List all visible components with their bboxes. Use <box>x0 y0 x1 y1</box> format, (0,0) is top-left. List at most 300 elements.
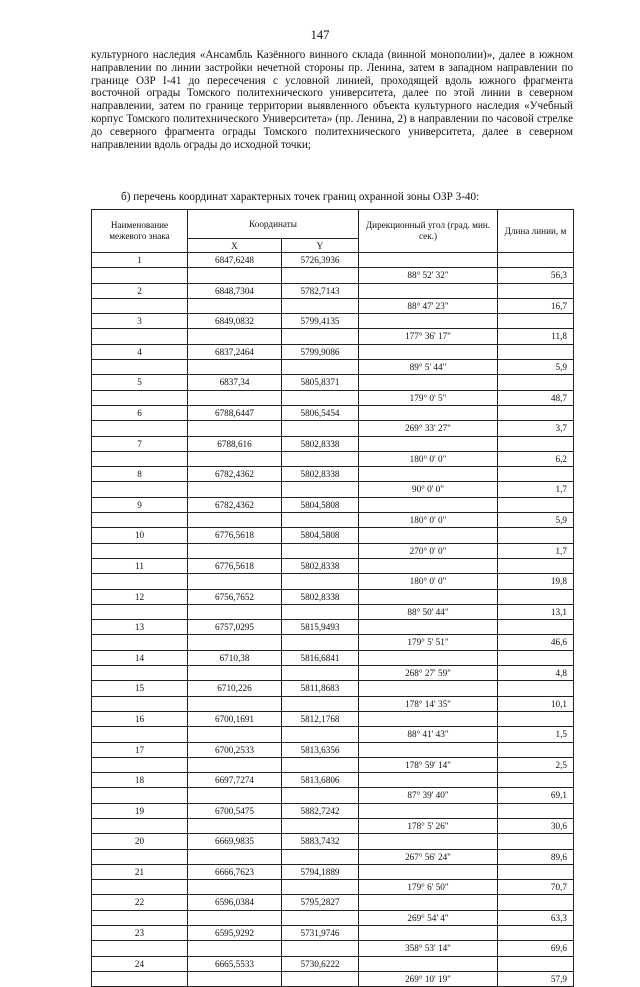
point-number: 12 <box>92 589 188 604</box>
table-row <box>92 711 574 726</box>
name-empty <box>92 451 188 466</box>
angle-empty <box>359 711 498 726</box>
y-empty <box>282 910 359 925</box>
line-length: 16,7 <box>498 298 574 313</box>
y-empty <box>282 451 359 466</box>
coord-x: 6847,6248 <box>188 253 282 268</box>
coord-x: 6837,34 <box>188 375 282 390</box>
y-empty <box>282 543 359 558</box>
direction-angle: 267° 56' 24" <box>359 849 498 864</box>
table-row <box>92 681 574 696</box>
length-empty <box>498 650 574 665</box>
direction-angle: 88° 47' 23" <box>359 298 498 313</box>
table-row <box>92 971 574 986</box>
line-length: 3,7 <box>498 421 574 436</box>
y-empty <box>282 941 359 956</box>
direction-angle: 88° 52' 32" <box>359 268 498 283</box>
coord-y: 5794,1889 <box>282 864 359 879</box>
line-length: 69,6 <box>498 941 574 956</box>
table-row <box>92 298 574 313</box>
name-empty <box>92 421 188 436</box>
length-empty <box>498 344 574 359</box>
length-empty <box>498 283 574 298</box>
table-row <box>92 283 574 298</box>
x-empty <box>188 298 282 313</box>
x-empty <box>188 543 282 558</box>
angle-empty <box>359 773 498 788</box>
angle-empty <box>359 803 498 818</box>
point-number: 14 <box>92 650 188 665</box>
name-empty <box>92 513 188 528</box>
table-row <box>92 849 574 864</box>
table-row <box>92 574 574 589</box>
coord-x: 6665,5533 <box>188 956 282 971</box>
y-empty <box>282 849 359 864</box>
y-empty <box>282 818 359 833</box>
name-empty <box>92 727 188 742</box>
direction-angle: 269° 33' 27" <box>359 421 498 436</box>
line-length: 70,7 <box>498 880 574 895</box>
line-length: 13,1 <box>498 604 574 619</box>
coord-x: 6782,4362 <box>188 497 282 512</box>
name-empty <box>92 268 188 283</box>
name-empty <box>92 788 188 803</box>
y-empty <box>282 390 359 405</box>
line-length: 1,5 <box>498 727 574 742</box>
table-row <box>92 666 574 681</box>
length-empty <box>498 711 574 726</box>
point-number: 1 <box>92 253 188 268</box>
table-row <box>92 375 574 390</box>
angle-empty <box>359 650 498 665</box>
length-empty <box>498 528 574 543</box>
coord-x: 6776,5618 <box>188 558 282 573</box>
x-empty <box>188 666 282 681</box>
header-angle: Дирекционный угол (град. мин. сек.) <box>359 210 498 253</box>
x-empty <box>188 635 282 650</box>
angle-empty <box>359 528 498 543</box>
table-row <box>92 436 574 451</box>
table-row <box>92 421 574 436</box>
x-empty <box>188 788 282 803</box>
point-number: 17 <box>92 742 188 757</box>
y-empty <box>282 482 359 497</box>
x-empty <box>188 971 282 986</box>
direction-angle: 178° 14' 35" <box>359 696 498 711</box>
coord-x: 6849,0832 <box>188 314 282 329</box>
direction-angle: 180° 0' 0" <box>359 574 498 589</box>
table-row <box>92 941 574 956</box>
coord-y: 5802,8338 <box>282 467 359 482</box>
x-empty <box>188 757 282 772</box>
y-empty <box>282 727 359 742</box>
length-empty <box>498 956 574 971</box>
table-row <box>92 405 574 420</box>
body-paragraph <box>91 49 573 151</box>
table-row <box>92 910 574 925</box>
y-empty <box>282 696 359 711</box>
point-number: 5 <box>92 375 188 390</box>
name-empty <box>92 298 188 313</box>
coord-y: 5726,3936 <box>282 253 359 268</box>
y-empty <box>282 329 359 344</box>
coord-x: 6595,9292 <box>188 926 282 941</box>
x-empty <box>188 910 282 925</box>
length-empty <box>498 497 574 512</box>
point-number: 18 <box>92 773 188 788</box>
coord-x: 6788,6447 <box>188 405 282 420</box>
line-length: 1,7 <box>498 543 574 558</box>
direction-angle: 177° 36' 17" <box>359 329 498 344</box>
section-heading: б) перечень координат характерных точек границ охранной зоны ОЗР 3-40: <box>121 191 480 203</box>
table-row <box>92 314 574 329</box>
name-empty <box>92 604 188 619</box>
line-length: 5,9 <box>498 360 574 375</box>
direction-angle: 268° 27' 59" <box>359 666 498 681</box>
table-row <box>92 360 574 375</box>
paragraph-text: культурного наследия «Ансамбль Казённого винного склада (винной монополии)», далее в южном направлении по линии застройки нечетной стороны пр. Ленина, затем в западном направлении по границе ОЗР I-41 до пересечения с условной линией, проходящей вдоль южного фрагмента восточной ограды Томского политехнического университета, далее по этой линии в северном направлении, затем по границе территории выявленного объекта культурного наследия «Учебный корпус Томского политехнического Университета» (пр. Ленина, 2) в направлении по часовой стрелке до северного фрагмента ограды Томского политехнического университета, далее в северном направлении вдоль ограды до исходной точки; <box>91 49 573 151</box>
coord-y: 5812,1768 <box>282 711 359 726</box>
direction-angle: 90° 0' 0" <box>359 482 498 497</box>
x-empty <box>188 482 282 497</box>
point-number: 9 <box>92 497 188 512</box>
point-number: 4 <box>92 344 188 359</box>
coord-x: 6669,9835 <box>188 834 282 849</box>
table-row <box>92 558 574 573</box>
x-empty <box>188 268 282 283</box>
angle-empty <box>359 681 498 696</box>
table-row <box>92 513 574 528</box>
point-number: 11 <box>92 558 188 573</box>
direction-angle: 179° 5' 51" <box>359 635 498 650</box>
angle-empty <box>359 436 498 451</box>
table-row <box>92 895 574 910</box>
length-empty <box>498 864 574 879</box>
table-row <box>92 451 574 466</box>
name-empty <box>92 329 188 344</box>
length-empty <box>498 834 574 849</box>
y-empty <box>282 757 359 772</box>
point-number: 13 <box>92 620 188 635</box>
direction-angle: 358° 53' 14" <box>359 941 498 956</box>
name-empty <box>92 543 188 558</box>
line-length: 2,5 <box>498 757 574 772</box>
coord-y: 5799,9086 <box>282 344 359 359</box>
table-row <box>92 757 574 772</box>
name-empty <box>92 360 188 375</box>
angle-empty <box>359 497 498 512</box>
name-empty <box>92 757 188 772</box>
header-x: X <box>188 239 282 253</box>
length-empty <box>498 681 574 696</box>
y-empty <box>282 268 359 283</box>
direction-angle: 180° 0' 0" <box>359 513 498 528</box>
line-length: 48,7 <box>498 390 574 405</box>
point-number: 3 <box>92 314 188 329</box>
point-number: 23 <box>92 926 188 941</box>
header-name: Наименование межевого знака <box>92 210 188 253</box>
y-empty <box>282 880 359 895</box>
direction-angle: 269° 54' 4" <box>359 910 498 925</box>
angle-empty <box>359 834 498 849</box>
table-row <box>92 803 574 818</box>
header-y: Y <box>282 239 359 253</box>
length-empty <box>498 558 574 573</box>
coord-x: 6710,226 <box>188 681 282 696</box>
table-row <box>92 926 574 941</box>
table-row <box>92 497 574 512</box>
table-row <box>92 864 574 879</box>
length-empty <box>498 253 574 268</box>
angle-empty <box>359 558 498 573</box>
angle-empty <box>359 620 498 635</box>
direction-angle: 89° 5' 44" <box>359 360 498 375</box>
direction-angle: 179° 6' 50" <box>359 880 498 895</box>
coord-y: 5730,6222 <box>282 956 359 971</box>
length-empty <box>498 436 574 451</box>
coord-x: 6697,7274 <box>188 773 282 788</box>
name-empty <box>92 696 188 711</box>
x-empty <box>188 390 282 405</box>
y-empty <box>282 360 359 375</box>
coord-y: 5802,8338 <box>282 558 359 573</box>
name-empty <box>92 666 188 681</box>
point-number: 6 <box>92 405 188 420</box>
header-coordinates: Координаты <box>188 210 359 239</box>
name-empty <box>92 818 188 833</box>
point-number: 15 <box>92 681 188 696</box>
coord-x: 6596,0384 <box>188 895 282 910</box>
point-number: 16 <box>92 711 188 726</box>
y-empty <box>282 971 359 986</box>
line-length: 11,8 <box>498 329 574 344</box>
length-empty <box>498 803 574 818</box>
coord-x: 6848,7304 <box>188 283 282 298</box>
line-length: 10,1 <box>498 696 574 711</box>
page-number: 147 <box>310 28 330 42</box>
table-row <box>92 543 574 558</box>
angle-empty <box>359 895 498 910</box>
line-length: 89,6 <box>498 849 574 864</box>
x-empty <box>188 513 282 528</box>
coord-y: 5804,5808 <box>282 528 359 543</box>
direction-angle: 180° 0' 0" <box>359 451 498 466</box>
coord-y: 5799,4135 <box>282 314 359 329</box>
length-empty <box>498 742 574 757</box>
coord-x: 6788,616 <box>188 436 282 451</box>
x-empty <box>188 421 282 436</box>
y-empty <box>282 574 359 589</box>
point-number: 2 <box>92 283 188 298</box>
line-length: 5,9 <box>498 513 574 528</box>
angle-empty <box>359 589 498 604</box>
line-length: 56,3 <box>498 268 574 283</box>
x-empty <box>188 696 282 711</box>
line-length: 46,6 <box>498 635 574 650</box>
coord-y: 5882,7242 <box>282 803 359 818</box>
point-number: 21 <box>92 864 188 879</box>
coord-y: 5883,7432 <box>282 834 359 849</box>
coord-x: 6837,2464 <box>188 344 282 359</box>
coord-y: 5815,9493 <box>282 620 359 635</box>
angle-empty <box>359 405 498 420</box>
coord-y: 5813,6806 <box>282 773 359 788</box>
y-empty <box>282 421 359 436</box>
coord-y: 5802,8338 <box>282 436 359 451</box>
table-row <box>92 589 574 604</box>
length-empty <box>498 375 574 390</box>
point-number: 20 <box>92 834 188 849</box>
x-empty <box>188 604 282 619</box>
x-empty <box>188 574 282 589</box>
table-row <box>92 773 574 788</box>
direction-angle: 88° 50' 44" <box>359 604 498 619</box>
table-row <box>92 742 574 757</box>
line-length: 63,3 <box>498 910 574 925</box>
line-length: 6,2 <box>498 451 574 466</box>
coord-y: 5731,9746 <box>282 926 359 941</box>
table-row <box>92 956 574 971</box>
table-row <box>92 818 574 833</box>
table-row <box>92 528 574 543</box>
x-empty <box>188 727 282 742</box>
x-empty <box>188 941 282 956</box>
angle-empty <box>359 253 498 268</box>
line-length: 4,8 <box>498 666 574 681</box>
length-empty <box>498 314 574 329</box>
line-length: 69,1 <box>498 788 574 803</box>
y-empty <box>282 604 359 619</box>
length-empty <box>498 589 574 604</box>
coord-y: 5816,6841 <box>282 650 359 665</box>
direction-angle: 179° 0' 5" <box>359 390 498 405</box>
table-row <box>92 834 574 849</box>
length-empty <box>498 467 574 482</box>
direction-angle: 178° 5' 26" <box>359 818 498 833</box>
x-empty <box>188 360 282 375</box>
line-length: 1,7 <box>498 482 574 497</box>
line-length: 57,9 <box>498 971 574 986</box>
x-empty <box>188 849 282 864</box>
table-row <box>92 467 574 482</box>
angle-empty <box>359 283 498 298</box>
angle-empty <box>359 864 498 879</box>
length-empty <box>498 895 574 910</box>
length-empty <box>498 926 574 941</box>
line-length: 30,6 <box>498 818 574 833</box>
table-row <box>92 727 574 742</box>
direction-angle: 178° 59' 14" <box>359 757 498 772</box>
coord-x: 6757,0295 <box>188 620 282 635</box>
angle-empty <box>359 926 498 941</box>
coord-y: 5802,8338 <box>282 589 359 604</box>
line-length: 19,8 <box>498 574 574 589</box>
coord-x: 6700,2533 <box>188 742 282 757</box>
y-empty <box>282 788 359 803</box>
table-row <box>92 604 574 619</box>
table-row <box>92 482 574 497</box>
direction-angle: 270° 0' 0" <box>359 543 498 558</box>
coord-y: 5813,6356 <box>282 742 359 757</box>
name-empty <box>92 390 188 405</box>
table-row <box>92 253 574 268</box>
header-length: Длина линии, м <box>498 210 574 253</box>
name-empty <box>92 941 188 956</box>
direction-angle: 269° 10' 19" <box>359 971 498 986</box>
angle-empty <box>359 314 498 329</box>
coord-x: 6666,7623 <box>188 864 282 879</box>
coord-x: 6710,38 <box>188 650 282 665</box>
point-number: 19 <box>92 803 188 818</box>
coord-x: 6700,5475 <box>188 803 282 818</box>
table-row <box>92 880 574 895</box>
x-empty <box>188 451 282 466</box>
table-row <box>92 620 574 635</box>
table-body <box>92 253 574 987</box>
length-empty <box>498 773 574 788</box>
coord-y: 5804,5808 <box>282 497 359 512</box>
point-number: 7 <box>92 436 188 451</box>
direction-angle: 88° 41' 43" <box>359 727 498 742</box>
y-empty <box>282 298 359 313</box>
x-empty <box>188 329 282 344</box>
name-empty <box>92 849 188 864</box>
x-empty <box>188 880 282 895</box>
length-empty <box>498 405 574 420</box>
name-empty <box>92 910 188 925</box>
table-row <box>92 788 574 803</box>
coord-x: 6756,7652 <box>188 589 282 604</box>
coord-y: 5795,2827 <box>282 895 359 910</box>
angle-empty <box>359 467 498 482</box>
y-empty <box>282 513 359 528</box>
name-empty <box>92 880 188 895</box>
point-number: 10 <box>92 528 188 543</box>
name-empty <box>92 971 188 986</box>
x-empty <box>188 818 282 833</box>
coord-x: 6776,5618 <box>188 528 282 543</box>
table-row <box>92 650 574 665</box>
angle-empty <box>359 742 498 757</box>
table-row <box>92 268 574 283</box>
table-row <box>92 635 574 650</box>
table-row <box>92 329 574 344</box>
name-empty <box>92 635 188 650</box>
y-empty <box>282 666 359 681</box>
angle-empty <box>359 375 498 390</box>
coord-y: 5805,8371 <box>282 375 359 390</box>
table-row <box>92 696 574 711</box>
y-empty <box>282 635 359 650</box>
table-row <box>92 344 574 359</box>
direction-angle: 87° 39' 40" <box>359 788 498 803</box>
angle-empty <box>359 956 498 971</box>
coord-y: 5811,8683 <box>282 681 359 696</box>
coord-y: 5806,5454 <box>282 405 359 420</box>
name-empty <box>92 574 188 589</box>
coord-y: 5782,7143 <box>282 283 359 298</box>
point-number: 22 <box>92 895 188 910</box>
length-empty <box>498 620 574 635</box>
table-row <box>92 390 574 405</box>
coordinates-table <box>91 209 574 987</box>
coord-x: 6700,1691 <box>188 711 282 726</box>
point-number: 8 <box>92 467 188 482</box>
point-number: 24 <box>92 956 188 971</box>
coord-x: 6782,4362 <box>188 467 282 482</box>
angle-empty <box>359 344 498 359</box>
name-empty <box>92 482 188 497</box>
